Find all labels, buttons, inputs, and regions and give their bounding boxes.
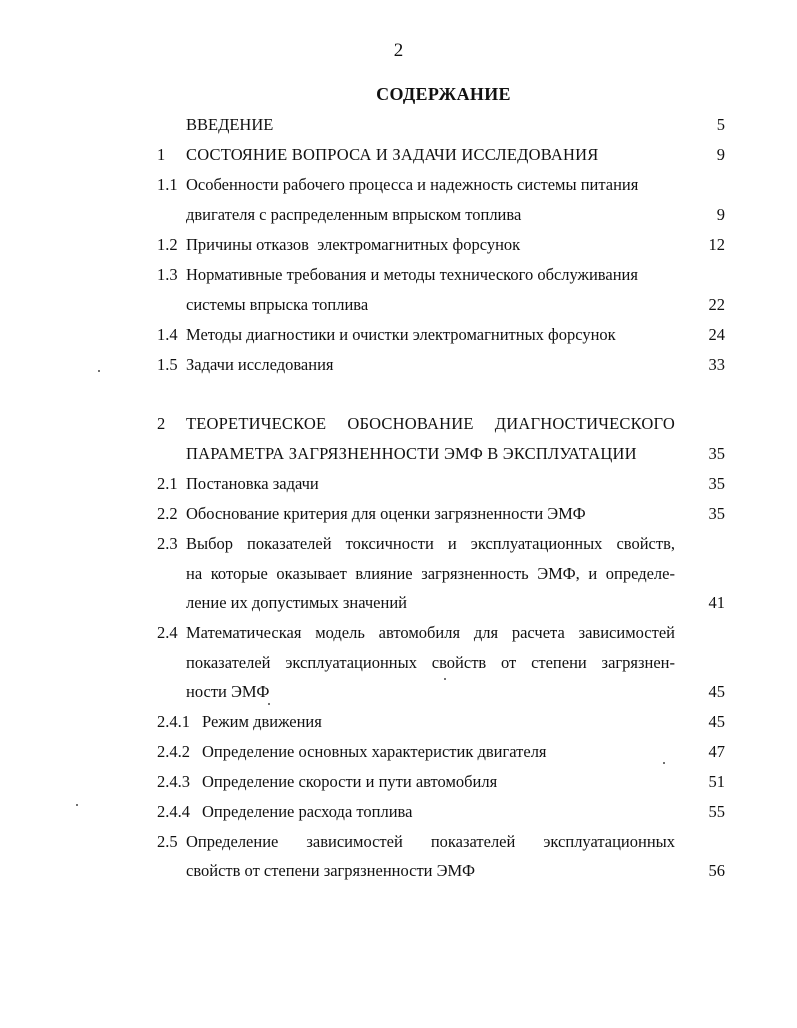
toc-entry-page: 35	[708, 474, 725, 493]
toc-entry-title: ление их допустимых значений	[186, 593, 407, 612]
toc-entry-title: Выбор показателей токсичности и эксплуатационных свойств,	[186, 534, 675, 553]
toc-entry-page: 35	[708, 504, 725, 523]
toc-entry-page: 22	[708, 295, 725, 314]
toc-entry-1-3[interactable]	[0, 263, 797, 287]
toc-entry-title: Методы диагностики и очистки электромагнитных форсунок	[186, 325, 616, 344]
toc-entry-2-3-continuation[interactable]	[0, 562, 797, 586]
toc-entry-page: 51	[708, 772, 725, 791]
toc-entry-2-4-3[interactable]	[0, 770, 797, 794]
toc-entry-number: 1.3	[157, 265, 178, 284]
toc-entry-page: 35	[708, 444, 725, 463]
toc-entry-title: Определение расхода топлива	[202, 802, 413, 821]
toc-entry-1-2[interactable]	[0, 233, 797, 257]
toc-entry-page: 45	[708, 682, 725, 701]
toc-entry-number: 2.4	[157, 623, 178, 642]
toc-entry-title: Режим движения	[202, 712, 322, 731]
toc-entry-number: 2.5	[157, 832, 178, 851]
toc-entry-title: Определение зависимостей показателей эксплуатационных	[186, 832, 675, 851]
toc-entry-1-1-continuation[interactable]	[0, 203, 797, 227]
scan-speck	[98, 370, 100, 372]
toc-entry-title: ПАРАМЕТРА ЗАГРЯЗНЕННОСТИ ЭМФ В ЭКСПЛУАТАЦИИ	[186, 444, 637, 463]
toc-entry-2-2[interactable]	[0, 502, 797, 526]
page-title: СОДЕРЖАНИЕ	[376, 84, 511, 104]
toc-entry-page: 24	[708, 325, 725, 344]
scan-speck	[444, 678, 446, 680]
toc-entry-title: Постановка задачи	[186, 474, 319, 493]
toc-entry-number: 2.4.3	[157, 772, 190, 791]
toc-entry-title: Определение основных характеристик двигателя	[202, 742, 547, 761]
toc-entry-number: 1.1	[157, 175, 178, 194]
toc-entry-title: двигателя с распределенным впрыском топлива	[186, 205, 522, 224]
toc-entry-number: 2.4.1	[157, 712, 190, 731]
toc-entry-title: Математическая модель автомобиля для расчета зависимостей	[186, 623, 675, 642]
toc-entry-title: СОСТОЯНИЕ ВОПРОСА И ЗАДАЧИ ИССЛЕДОВАНИЯ	[186, 145, 599, 164]
toc-entry-page: 12	[708, 235, 725, 254]
toc-entry-title: ности ЭМФ	[186, 682, 270, 701]
toc-entry-title: ВВЕДЕНИЕ	[186, 115, 274, 134]
toc-entry-page: 5	[716, 115, 725, 134]
toc-entry-number: 1	[157, 145, 166, 164]
toc-entry-1-1[interactable]	[0, 173, 797, 197]
toc-entry-page: 33	[708, 355, 725, 374]
toc-entry-introduction[interactable]	[0, 113, 797, 137]
scan-speck	[76, 804, 78, 806]
toc-entry-1-5[interactable]	[0, 353, 797, 377]
toc-entry-page: 9	[716, 205, 725, 224]
toc-entry-page: 55	[708, 802, 725, 821]
toc-entry-number: 2.3	[157, 534, 178, 553]
toc-entry-page: 47	[708, 742, 725, 761]
toc-entry-title: Особенности рабочего процесса и надежность системы питания	[186, 175, 639, 194]
toc-entry-number: 2.2	[157, 504, 178, 523]
toc-entry-title: показателей эксплуатационных свойств от степени загрязнен-	[186, 653, 675, 672]
toc-entry-2-4[interactable]	[0, 621, 797, 645]
toc-entry-number: 2	[157, 414, 166, 433]
toc-entry-number: 2.1	[157, 474, 178, 493]
toc-entry-2-4-4[interactable]	[0, 800, 797, 824]
toc-entry-page: 56	[708, 861, 725, 880]
toc-entry-1-4[interactable]	[0, 323, 797, 347]
toc-entry-title: Обоснование критерия для оценки загрязненности ЭМФ	[186, 504, 586, 523]
toc-entry-page: 45	[708, 712, 725, 731]
toc-entry-number: 1.4	[157, 325, 178, 344]
toc-entry-2-1[interactable]	[0, 472, 797, 496]
toc-entry-number: 2.4.4	[157, 802, 190, 821]
toc-entry-chapter-1[interactable]	[0, 143, 797, 167]
toc-entry-title: на которые оказывает влияние загрязненность ЭМФ, и определе-	[186, 564, 675, 583]
toc-entry-number: 2.4.2	[157, 742, 190, 761]
toc-entry-2-5-continuation[interactable]	[0, 859, 797, 883]
toc-entry-number: 1.5	[157, 355, 178, 374]
scan-speck	[663, 762, 665, 764]
toc-entry-title: Причины отказов электромагнитных форсунок	[186, 235, 521, 254]
toc-entry-page: 41	[708, 593, 725, 612]
toc-entry-title: системы впрыска топлива	[186, 295, 369, 314]
toc-entry-number: 1.2	[157, 235, 178, 254]
toc-entry-title: свойств от степени загрязненности ЭМФ	[186, 861, 476, 880]
toc-entry-chapter-2[interactable]	[0, 412, 797, 436]
toc-entry-2-5[interactable]	[0, 830, 797, 854]
toc-entry-page: 9	[716, 145, 725, 164]
toc-entry-title: Нормативные требования и методы технического обслуживания	[186, 265, 638, 284]
toc-entry-2-4-1[interactable]	[0, 710, 797, 734]
toc-entry-title: ТЕОРЕТИЧЕСКОЕ ОБОСНОВАНИЕ ДИАГНОСТИЧЕСКОГО	[186, 414, 675, 433]
toc-entry-2-4-2[interactable]	[0, 740, 797, 764]
toc-entry-chapter-2-continuation[interactable]	[0, 442, 797, 466]
toc-entry-title: Задачи исследования	[186, 355, 334, 374]
toc-entry-title: Определение скорости и пути автомобиля	[202, 772, 498, 791]
scan-speck	[268, 703, 270, 705]
toc-entry-1-3-continuation[interactable]	[0, 293, 797, 317]
toc-entry-2-4-continuation[interactable]	[0, 651, 797, 675]
toc-entry-2-3[interactable]	[0, 532, 797, 556]
page-number: 2	[393, 40, 404, 61]
toc-entry-2-3-continuation[interactable]	[0, 591, 797, 615]
toc-entry-2-4-continuation[interactable]	[0, 680, 797, 704]
